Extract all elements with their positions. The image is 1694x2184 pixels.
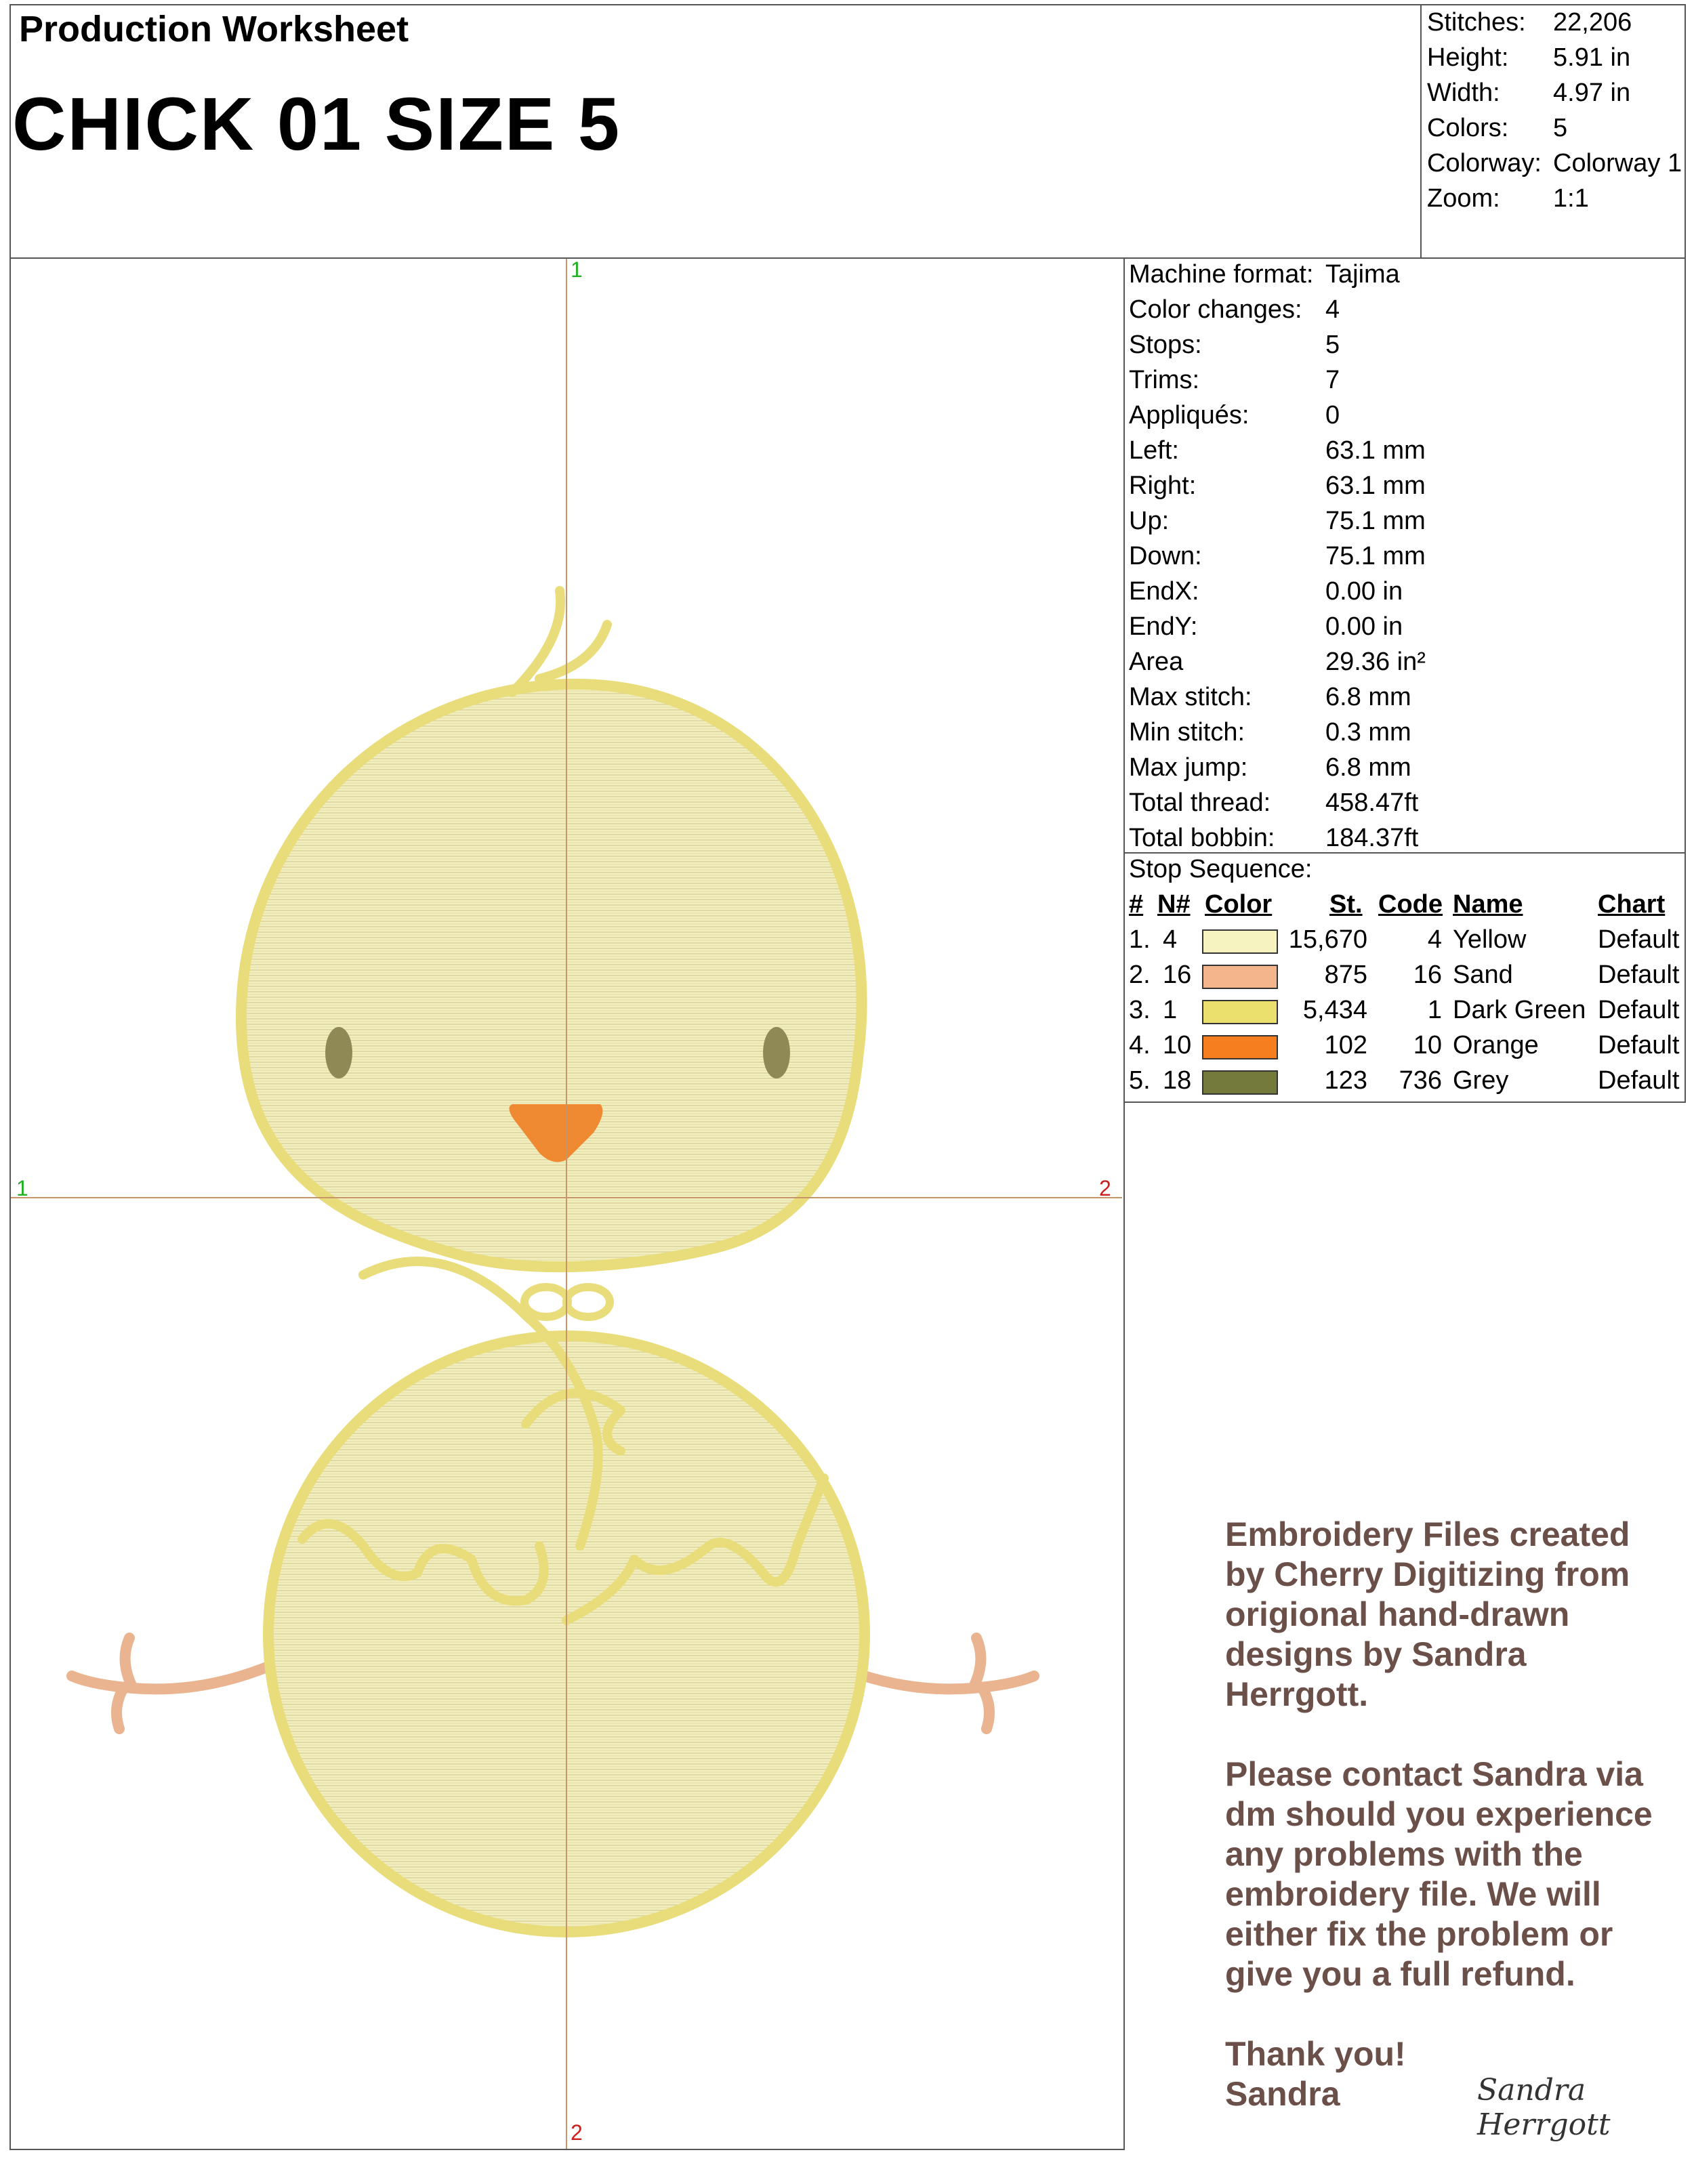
detail-label: Total thread: <box>1129 789 1271 817</box>
cell-chart: Default <box>1598 961 1680 989</box>
detail-label: Left: <box>1129 436 1179 465</box>
cell-num: 4. <box>1129 1031 1151 1059</box>
detail-value: 458.47ft <box>1325 789 1419 817</box>
note-thanks: Thank you! <box>1225 2035 1406 2073</box>
cell-n: 18 <box>1163 1066 1192 1095</box>
cell-chart: Default <box>1598 1031 1680 1059</box>
detail-label: Right: <box>1129 471 1197 500</box>
summary-label: Stitches: <box>1427 8 1526 37</box>
cell-chart: Default <box>1598 925 1680 954</box>
axis-label-top: 1 <box>571 257 583 282</box>
cell-st: 5,434 <box>1302 996 1367 1024</box>
detail-value: 0.00 in <box>1325 612 1403 641</box>
detail-value: 4 <box>1325 295 1340 324</box>
cell-n: 16 <box>1163 961 1192 989</box>
col-header-chart: Chart <box>1598 890 1666 919</box>
summary-value: 22,206 <box>1553 8 1632 37</box>
axis-label-right: 2 <box>1099 1176 1111 1200</box>
summary-label: Height: <box>1427 43 1509 72</box>
cell-n: 1 <box>1163 996 1178 1024</box>
color-swatch <box>1202 1070 1278 1095</box>
detail-value: 63.1 mm <box>1325 436 1426 465</box>
note-paragraph-contact: Please contact Sandra via dm should you experience any problems with the embroidery file. We will either fix the problem or give you a full refund. <box>1225 1755 1653 1993</box>
summary-label: Colorway: <box>1427 149 1542 177</box>
summary-value: Colorway 1 <box>1553 149 1682 177</box>
detail-value: 7 <box>1325 366 1340 394</box>
detail-value: 184.37ft <box>1325 824 1419 852</box>
cell-chart: Default <box>1598 996 1680 1024</box>
col-header-code: Code <box>1378 890 1443 919</box>
color-swatch <box>1202 1035 1278 1059</box>
cell-num: 3. <box>1129 996 1151 1024</box>
detail-value: 6.8 mm <box>1325 753 1411 782</box>
detail-value: 75.1 mm <box>1325 542 1426 570</box>
col-header-needle: N# <box>1157 890 1191 919</box>
left-foot <box>72 1638 295 1729</box>
cell-name: Orange <box>1453 1031 1539 1059</box>
detail-label: Trims: <box>1129 366 1200 394</box>
cell-num: 5. <box>1129 1066 1151 1095</box>
detail-label: EndY: <box>1129 612 1198 641</box>
summary-value: 5.91 in <box>1553 43 1631 72</box>
col-header-color: Color <box>1205 890 1273 919</box>
cell-code: 1 <box>1427 996 1442 1024</box>
summary-label: Colors: <box>1427 114 1509 142</box>
detail-value: 5 <box>1325 331 1340 359</box>
detail-label: Color changes: <box>1129 295 1302 324</box>
summary-label: Width: <box>1427 79 1500 107</box>
detail-value: Tajima <box>1325 260 1400 289</box>
cell-n: 10 <box>1163 1031 1192 1059</box>
note-paragraph-credits: Embroidery Files created by Cherry Digitizing from origional hand-drawn designs by Sandra Herrgott. <box>1225 1515 1630 1713</box>
cell-code: 10 <box>1413 1031 1442 1059</box>
designer-note <box>1225 1515 1659 2114</box>
color-swatch <box>1202 929 1278 954</box>
detail-label: Min stitch: <box>1129 718 1245 747</box>
signature-logo: Sandra Herrgott <box>1477 2073 1611 2142</box>
cell-name: Dark Green <box>1453 996 1586 1024</box>
color-swatch <box>1202 965 1278 989</box>
detail-label: Max stitch: <box>1129 683 1252 711</box>
cell-code: 16 <box>1413 961 1442 989</box>
cell-st: 123 <box>1324 1066 1367 1095</box>
col-header-stitches: St. <box>1329 890 1363 919</box>
detail-value: 0.00 in <box>1325 577 1403 606</box>
detail-value: 75.1 mm <box>1325 507 1426 535</box>
detail-label: Total bobbin: <box>1129 824 1275 852</box>
cell-code: 4 <box>1427 925 1442 954</box>
cell-chart: Default <box>1598 1066 1680 1095</box>
detail-label: Up: <box>1129 507 1170 535</box>
right-eye <box>763 1027 790 1078</box>
detail-label: Machine format: <box>1129 260 1314 289</box>
detail-label: Down: <box>1129 542 1202 570</box>
cell-code: 736 <box>1399 1066 1442 1095</box>
stop-sequence-title: Stop Sequence: <box>1129 855 1313 883</box>
axis-label-left: 1 <box>16 1176 28 1200</box>
cell-num: 2. <box>1129 961 1151 989</box>
detail-value: 0.3 mm <box>1325 718 1411 747</box>
cell-st: 15,670 <box>1288 925 1367 954</box>
chick-head <box>241 684 862 1267</box>
detail-value: 6.8 mm <box>1325 683 1411 711</box>
col-header-name: Name <box>1453 890 1523 919</box>
left-eye <box>325 1027 352 1078</box>
summary-value: 5 <box>1553 114 1568 142</box>
detail-label: Max jump: <box>1129 753 1248 782</box>
summary-label: Zoom: <box>1427 184 1500 213</box>
embroidery-design-preview <box>11 259 1122 2149</box>
axis-label-bottom: 2 <box>571 2120 583 2145</box>
detail-label: EndX: <box>1129 577 1199 606</box>
detail-value: 29.36 in² <box>1325 648 1426 676</box>
detail-label: Area <box>1129 648 1184 676</box>
col-header-num: # <box>1129 890 1144 919</box>
color-swatch <box>1202 1000 1278 1024</box>
note-signoff: Sandra <box>1225 2075 1340 2113</box>
head-tuft <box>512 591 607 692</box>
detail-value: 63.1 mm <box>1325 471 1426 500</box>
summary-value: 4.97 in <box>1553 79 1631 107</box>
cell-st: 875 <box>1324 961 1367 989</box>
worksheet-subtitle: Production Worksheet <box>19 9 409 49</box>
cell-num: 1. <box>1129 925 1151 954</box>
detail-value: 0 <box>1325 401 1340 429</box>
cell-st: 102 <box>1324 1031 1367 1059</box>
cell-name: Sand <box>1453 961 1513 989</box>
cell-n: 4 <box>1163 925 1178 954</box>
detail-label: Stops: <box>1129 331 1202 359</box>
summary-value: 1:1 <box>1553 184 1589 213</box>
design-title: CHICK 01 SIZE 5 <box>12 83 621 166</box>
cell-name: Yellow <box>1453 925 1527 954</box>
cell-name: Grey <box>1453 1066 1509 1095</box>
detail-label: Appliqués: <box>1129 401 1249 429</box>
